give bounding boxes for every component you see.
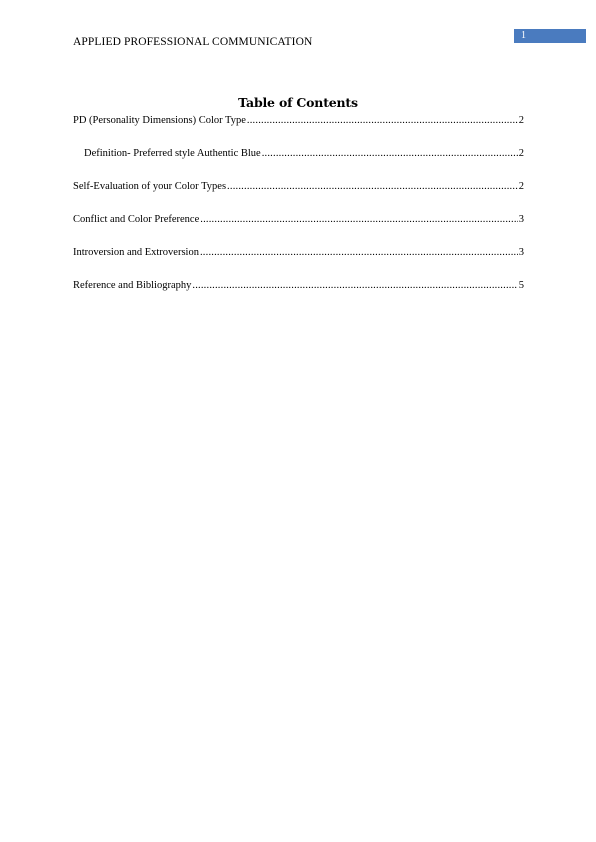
dot-leader — [247, 114, 518, 127]
dot-leader — [200, 246, 518, 259]
toc-entry-page: 3 — [518, 247, 524, 258]
toc-entry-page: 2 — [518, 148, 524, 159]
toc-list — [73, 114, 524, 312]
toc-entry-page: 3 — [518, 214, 524, 225]
toc-entry-definition-authentic-blue[interactable] — [73, 147, 524, 160]
toc-entry-label: Reference and Bibliography — [73, 280, 192, 291]
dot-leader — [192, 279, 517, 292]
toc-entry-reference-bibliography[interactable] — [73, 279, 524, 292]
running-head: APPLIED PROFESSIONAL COMMUNICATION — [73, 36, 313, 48]
toc-entry-label: Definition- Preferred style Authentic Blue — [84, 148, 261, 159]
toc-entry-page: 2 — [518, 115, 524, 126]
dot-leader — [227, 180, 518, 193]
toc-entry-label: Self-Evaluation of your Color Types — [73, 181, 227, 192]
toc-entry-label: Conflict and Color Preference — [73, 214, 200, 225]
toc-entry-pd-color-type[interactable] — [73, 114, 524, 127]
toc-entry-label: Introversion and Extroversion — [73, 247, 199, 258]
toc-entry-introversion-extroversion[interactable] — [73, 246, 524, 259]
page-number-badge: 1 — [514, 29, 586, 43]
dot-leader — [200, 213, 518, 226]
toc-entry-page: 5 — [518, 280, 524, 291]
toc-title: Table of Contents — [238, 95, 358, 110]
toc-entry-page: 2 — [518, 181, 524, 192]
toc-entry-self-evaluation[interactable] — [73, 180, 524, 193]
dot-leader — [262, 147, 518, 160]
toc-entry-label: PD (Personality Dimensions) Color Type — [73, 115, 246, 126]
toc-entry-conflict-color-preference[interactable] — [73, 213, 524, 226]
